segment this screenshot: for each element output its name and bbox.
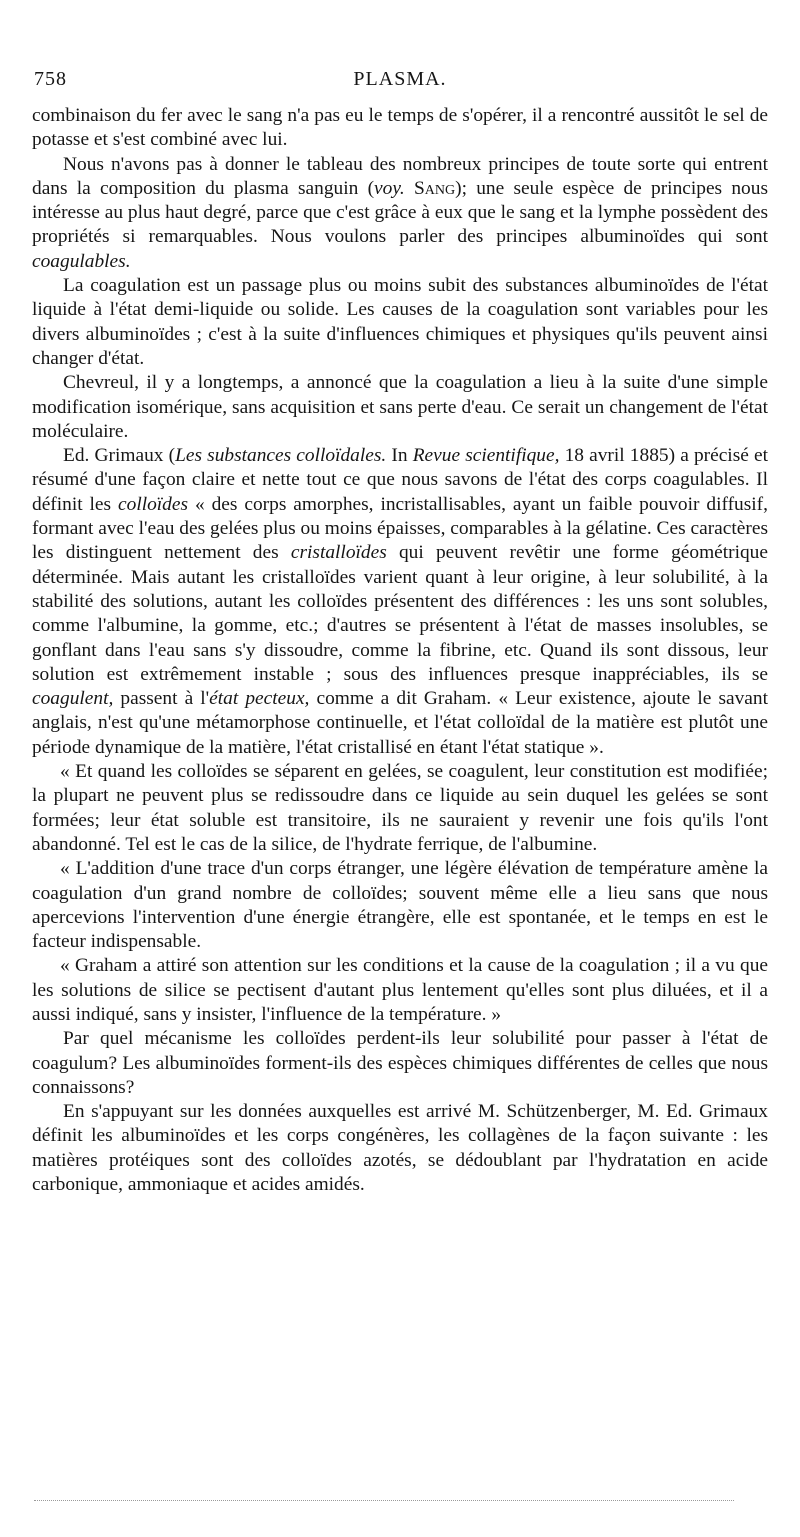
text-run: combinaison du fer avec le sang n'a pas eu le temps de s'opérer, il a rencontré aussitôt le sel de potasse et s'est combiné avec lui. <box>32 105 768 151</box>
text-run <box>405 178 414 199</box>
italic-text: colloïdes <box>118 493 189 515</box>
text-run: « des corps amorphes, incristallisables, ayant un faible pouvoir diffusif, formant avec l'eau des gelées plus ou moins épaisses, comparables à la gélatine. Ces caractères les distinguent nettement des <box>32 493 768 564</box>
paragraph <box>32 371 768 444</box>
quote-paragraph <box>32 857 768 954</box>
text-run: Ed. Grimaux ( <box>63 445 176 467</box>
text-run: En s'appuyant sur les données auxquelles est arrivé M. Schützenberger, M. Ed. Grimaux définit les albuminoïdes et les corps congénères, les collagènes de la façon suivante : les matières protéiques sont des colloïdes azotés, se dédoublant par l'hydratation en acide carbonique, ammoniaque et acides amidés. <box>32 1101 768 1196</box>
italic-text: état pecteux, <box>209 688 310 710</box>
text-run: Chevreul, il y a longtemps, a annoncé que la coagulation a lieu à la suite d'une simple modification isomérique, sans acquisition et sans perte d'eau. Ce serait un changement de l'état moléculaire. <box>32 372 768 442</box>
italic-text: coagulent, <box>32 688 114 710</box>
text-run: La coagulation est un passage plus ou moins subit des substances albuminoïdes de l'état liquide à l'état demi-liquide ou solide. Les causes de la coagulation sont variables pour les divers albuminoïdes ; c'est à la suite d'influences chimiques et physiques qu'ils peuvent ainsi changer d'état. <box>32 275 768 369</box>
text-run: Par quel mécanisme les colloïdes perdent-ils leur solubilité pour passer à l'état de coagulum? Les albuminoïdes forment-ils des espèces chimiques différentes de celles que nous connaissons? <box>32 1028 768 1098</box>
italic-text: Revue scientifique, <box>412 445 560 467</box>
italic-text: cristalloïdes <box>290 542 387 564</box>
text-run: « Graham a attiré son attention sur les conditions et la cause de la coagulation ; il a vu que les solutions de silice se pectisent d'autant plus lentement qu'elles sont plus diluées, et il a aussi indiqué, sans y insister, l'influence de la température. » <box>32 955 768 1025</box>
text-run: passent à l' <box>113 688 210 710</box>
text-run: In <box>386 445 413 467</box>
text-run: ); une seule espèce de principes nous intéresse au plus haut degré, parce que c'est grâce à eux que le sang et la lymphe possèdent des propriétés si remarquables. Nous voulons parler des principes albuminoïdes qui sont <box>32 177 768 248</box>
paragraph <box>32 274 768 371</box>
body-text <box>32 104 768 1197</box>
italic-text: coagulables. <box>32 250 131 272</box>
small-caps-text: Sang <box>413 177 456 199</box>
text-run: 18 avril 1885) a précisé et résumé d'une façon claire et nette tout ce que nous savons de l'état des corps coagulables. Il définit les <box>32 445 768 515</box>
text-run: « L'addition d'une trace d'un corps étranger, une légère élévation de température amène la coagulation d'un grand nombre de colloïdes; souvent même elle a lieu sans que nous apercevions l'intervention d'une énergie étrangère, elle est spontanée, et le temps en est le facteur indispensable. <box>32 858 768 953</box>
paragraph <box>32 1027 768 1100</box>
bottom-print-artifact <box>34 1500 734 1503</box>
text-run: « Et quand les colloïdes se séparent en gelées, se coagulent, leur constitution est modifiée; la plupart ne peuvent plus se redissoudre dans ce liquide au sein duquel les gelées se sont formées; leur état soluble est transitoire, ils ne sauraient y revenir une fois qu'ils l'ont abandonné. Tel est le cas de la silice, de l'hydrate ferrique, de l'albumine. <box>32 761 768 855</box>
quote-paragraph <box>32 954 768 1027</box>
paragraph <box>32 1100 768 1197</box>
text-run: qui peuvent revêtir une forme géométrique déterminée. Mais autant les cristalloïdes varient quant à leur origine, à leur solubilité, à la stabilité des solutions, autant les colloïdes présentent des différences : les uns sont solubles, comme l'albumine, la gomme, etc.; d'autres se présentent à l'état de masses insolubles, se gonflant dans l'eau sans s'y dissoudre, comme la fibrine, etc. Quand ils sont dissous, leur solution est extrêmement instable ; sous des influences presque inappréciables, ils se <box>32 542 768 685</box>
italic-text: voy. <box>374 177 405 199</box>
paragraph <box>32 444 768 760</box>
paragraph <box>32 104 768 153</box>
page-number: 758 <box>34 68 67 90</box>
paragraph <box>32 153 768 274</box>
running-title: PLASMA. <box>353 68 447 90</box>
quote-paragraph <box>32 760 768 857</box>
text-run: comme a dit Graham. « Leur existence, ajoute le savant anglais, n'est qu'une métamorphose continuelle, et l'état colloïdal de la matière est plutôt une période dynamique de la matière, l'état cristallisé en étant l'état statique ». <box>32 688 768 758</box>
page-header <box>34 68 766 98</box>
italic-text: Les substances colloïdales. <box>175 445 387 467</box>
text-run: Nous n'avons pas à donner le tableau des nombreux principes de toute sorte qui entrent dans la composition du plasma sanguin ( <box>32 153 768 199</box>
